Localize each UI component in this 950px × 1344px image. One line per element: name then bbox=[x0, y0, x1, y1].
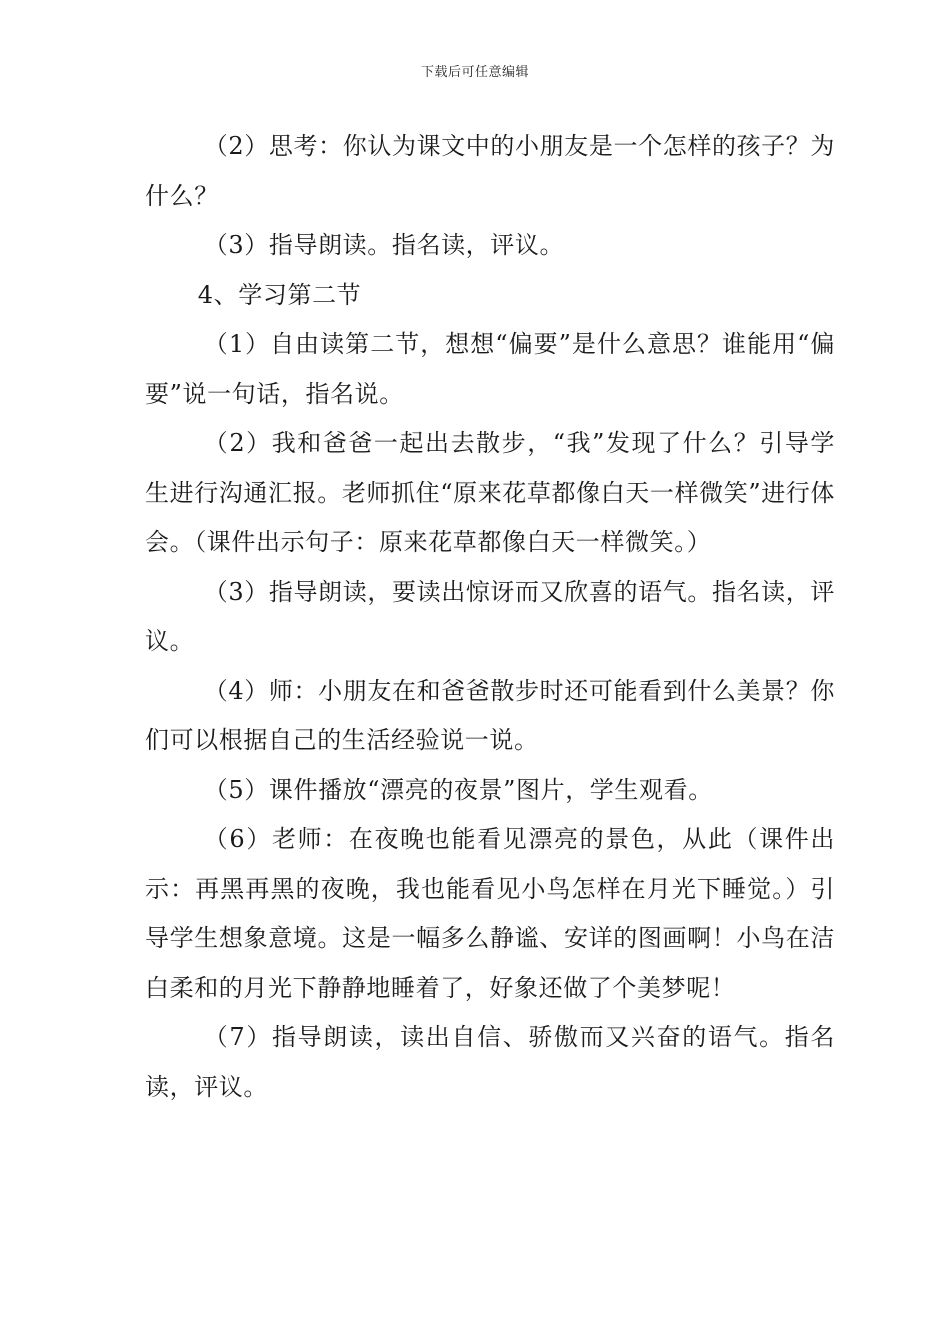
paragraph-think-question: （2）思考：你认为课文中的小朋友是一个怎样的孩子？为什么？ bbox=[145, 132, 835, 210]
paragraph-night-scene-images: （5）课件播放“漂亮的夜景”图片，学生观看。 bbox=[203, 775, 713, 804]
paragraph-teacher-night-scene: （6）老师：在夜晚也能看见漂亮的景色，从此（课件出示：再黑再黑的夜晚，我也能看见小鸟怎样在月光下睡觉。）引导学生想象意境。这是一幅多么静谧、安详的图画啊！小鸟在洁白柔和的月光下静静地睡着了，好象还做了个美梦呢！ bbox=[145, 825, 835, 1002]
document-body bbox=[145, 122, 835, 1112]
paragraph-guided-reading-1: （3）指导朗读。指名读，评议。 bbox=[203, 231, 565, 259]
paragraph-guided-reading-2: （3）指导朗读，要读出惊讶而又欣喜的语气。指名读，评议。 bbox=[145, 577, 835, 655]
paragraph-free-reading: （1）自由读第二节，想想“偏要”是什么意思？谁能用“偏要”说一句话，指名说。 bbox=[145, 330, 835, 408]
section-heading-learn-second-stanza: 4、学习第二节 bbox=[197, 280, 362, 309]
page-header: 下载后可任意编辑 bbox=[420, 65, 529, 80]
paragraph-guided-reading-3: （7）指导朗读，读出自信、骄傲而又兴奋的语气。指名读，评议。 bbox=[145, 1023, 835, 1101]
paragraph-teacher-question: （4）师：小朋友在和爸爸散步时还可能看到什么美景？你们可以根据自己的生活经验说一说。 bbox=[145, 676, 835, 754]
paragraph-walk-with-father: （2）我和爸爸一起出去散步，“我”发现了什么？引导学生进行沟通汇报。老师抓住“原来花草都像白天一样微笑”进行体会。（课件出示句子：原来花草都像白天一样微笑。） bbox=[145, 429, 835, 556]
